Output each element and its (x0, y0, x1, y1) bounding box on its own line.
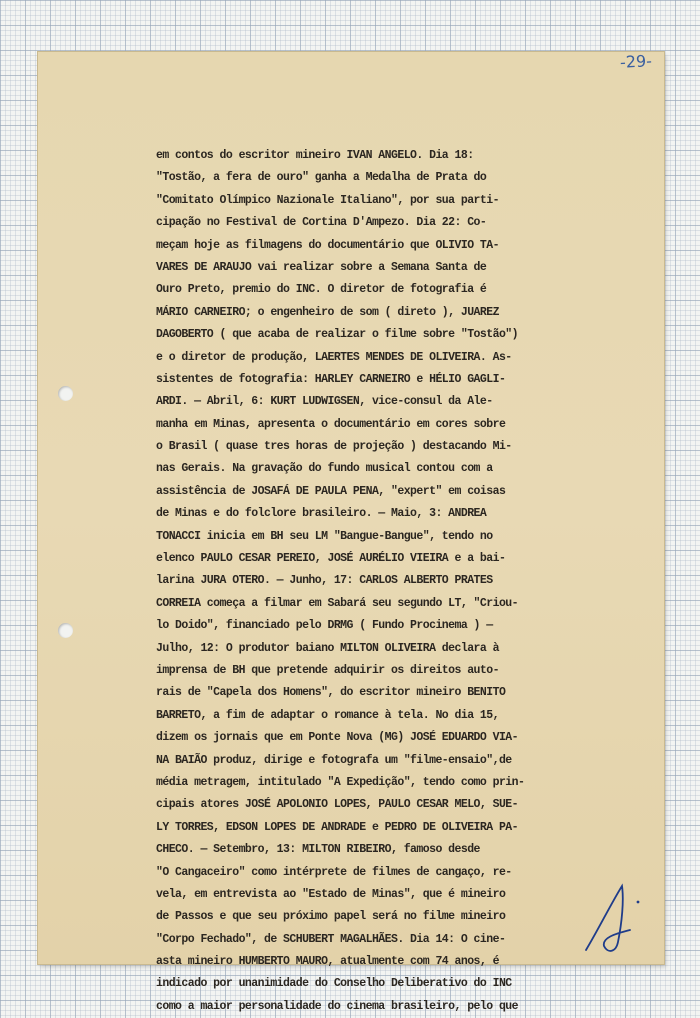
text-line: e o diretor de produção, LAERTES MENDES DE OLIVEIRA. As- (156, 350, 512, 364)
text-line: rais de "Capela dos Homens", do escritor mineiro BENITO (156, 686, 506, 700)
text-line: TONACCI inicia em BH seu LM "Bangue-Bangue", tendo no (156, 529, 493, 543)
text-line: imprensa de BH que pretende adquirir os direitos auto- (156, 663, 499, 677)
text-line: indicado por unanimidade do Conselho Deliberativo do INC (156, 977, 512, 991)
text-line: NA BAIÃO produz, dirige e fotografa um "filme-ensaio",de (156, 753, 512, 767)
typewritten-text (156, 145, 601, 1018)
text-line: manha em Minas, apresenta o documentário em cores sobre (156, 417, 506, 431)
text-line: ARDI. — Abril, 6: KURT LUDWIGSEN, vice-consul da Ale- (156, 395, 493, 409)
text-line: sistentes de fotografia: HARLEY CARNEIRO e HÉLIO GAGLI- (156, 372, 506, 386)
text-line: o Brasil ( quase tres horas de projeção ) destacando Mi- (156, 440, 512, 454)
text-line: de Minas e do folclore brasileiro. — Maio, 3: ANDREA (156, 507, 487, 521)
text-line: dizem os jornais que em Ponte Nova (MG) JOSÉ EDUARDO VIA- (156, 731, 519, 745)
text-line: meçam hoje as filmagens do documentário que OLIVIO TA- (156, 238, 499, 252)
text-line: LY TORRES, EDSON LOPES DE ANDRADE e PEDRO DE OLIVEIRA PA- (156, 820, 519, 834)
text-line: BARRETO, a fim de adaptar o romance à tela. No dia 15, (156, 708, 499, 722)
handwritten-signature (578, 880, 650, 960)
punch-hole-top (58, 386, 73, 401)
text-line: asta mineiro HUMBERTO MAURO, atualmente com 74 anos, é (156, 955, 499, 969)
text-line: elenco PAULO CESAR PEREIO, JOSÉ AURÉLIO VIEIRA e a bai- (156, 552, 506, 566)
text-line: em contos do escritor mineiro IVAN ANGELO. Dia 18: (156, 149, 474, 162)
text-line: CHECO. — Setembro, 13: MILTON RIBEIRO, famoso desde (156, 843, 480, 857)
text-line: DAGOBERTO ( que acaba de realizar o filme sobre "Tostão") (156, 328, 519, 342)
text-line: cipação no Festival de Cortina D'Ampezo. Dia 22: Co- (156, 216, 487, 230)
text-line: larina JURA OTERO. — Junho, 17: CARLOS ALBERTO PRATES (156, 574, 493, 588)
text-line: Ouro Preto, premio do INC. O diretor de fotografia é (156, 283, 487, 297)
text-line: MÁRIO CARNEIRO; o engenheiro de som ( direto ), JUAREZ (156, 305, 499, 319)
text-line: "O Cangaceiro" como intérprete de filmes de cangaço, re- (156, 865, 512, 879)
text-line: VARES DE ARAUJO vai realizar sobre a Semana Santa de (156, 260, 487, 274)
text-line: nas Gerais. Na gravação do fundo musical contou com a (156, 462, 493, 476)
text-line: de Passos e que seu próximo papel será no filme mineiro (156, 910, 506, 924)
text-line: média metragem, intitulado "A Expedição", tendo como prin- (156, 775, 525, 789)
text-line: assistência de JOSAFÁ DE PAULA PENA, "expert" em coisas (156, 484, 506, 498)
page-number: -29- (619, 51, 653, 72)
text-line: vela, em entrevista ao "Estado de Minas", que é mineiro (156, 887, 506, 901)
text-line: "Corpo Fechado", de SCHUBERT MAGALHÃES. Dia 14: O cine- (156, 932, 506, 946)
text-line: "Tostão, a fera de ouro" ganha a Medalha de Prata do (156, 171, 487, 185)
text-line: Julho, 12: O produtor baiano MILTON OLIVEIRA declara à (156, 641, 499, 655)
text-line: lo Doido", financiado pelo DRMG ( Fundo Procinema ) — (156, 619, 493, 633)
text-line: cipais atores JOSÉ APOLONIO LOPES, PAULO CESAR MELO, SUE- (156, 798, 519, 812)
text-line: "Comitato Olímpico Nazionale Italiano", por sua parti- (156, 193, 499, 207)
text-line: CORREIA começa a filmar em Sabará seu segundo LT, "Criou- (156, 596, 519, 610)
punch-hole-bottom (58, 623, 73, 638)
text-line: como a maior personalidade do cinema brasileiro, pelo que (156, 999, 519, 1013)
